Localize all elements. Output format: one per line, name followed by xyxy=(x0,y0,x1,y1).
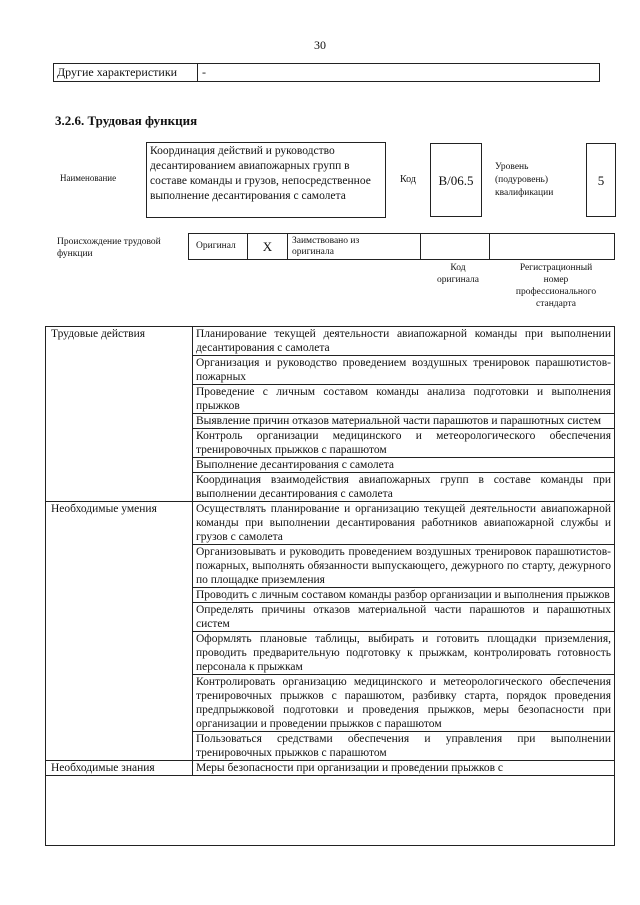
level-label-line-2: (подуровень) xyxy=(495,175,549,185)
qualification-level-box: 5 xyxy=(586,143,616,217)
labor-actions-item: Выполнение десантирования с самолета xyxy=(193,458,615,473)
origin-original-label: Оригинал xyxy=(189,234,248,259)
required-knowledge-item: Меры безопасности при организации и проведении прыжков с xyxy=(193,761,615,776)
labor-function-table xyxy=(45,326,615,846)
required-skills-item: Пользоваться средствами обеспечения и управления при выполнении тренировочных прыжков с парашютом xyxy=(193,732,615,761)
function-name-box: Координация действий и руководство десантированием авиапожарных групп в составе команды и грузов, непосредственное выполнение десантирования с самолета xyxy=(146,142,386,218)
level-label-line-3: квалификации xyxy=(495,188,554,198)
labor-actions-item: Организация и руководство проведением воздушных тренировок парашютистов-пожарных xyxy=(193,356,615,385)
qualification-level-label xyxy=(495,161,553,200)
reg-caption-line-2: номер xyxy=(543,275,569,285)
original-code-caption-line-2: оригинала xyxy=(437,275,479,285)
section-heading: 3.2.6. Трудовая функция xyxy=(55,113,198,128)
registration-number-caption xyxy=(495,262,617,310)
origin-original-mark: X xyxy=(248,234,288,259)
labor-actions-item: Проведение с личным составом команды анализа подготовки и выполнения прыжков xyxy=(193,385,615,414)
origin-borrowed-line-1: Заимствовано из xyxy=(292,236,360,246)
original-code-caption-line-1: Код xyxy=(450,263,466,273)
required-skills-item: Проводить с личным составом команды разбор организации и выполнения прыжков xyxy=(193,588,615,603)
required-skills-item: Осуществлять планирование и организацию текущей деятельности авиапожарной команды при выполнении десантирования работников авиапожарной службы и грузов с самолета xyxy=(193,502,615,545)
required-skills-label: Необходимые умения xyxy=(46,502,193,761)
required-knowledge-row xyxy=(46,761,614,776)
reg-caption-line-4: стандарта xyxy=(536,299,576,309)
other-characteristics-row xyxy=(53,63,600,82)
reg-caption-line-3: профессионального xyxy=(515,287,597,297)
origin-label xyxy=(57,236,161,260)
other-characteristics-value: - xyxy=(202,65,206,79)
required-knowledge-label: Необходимые знания xyxy=(46,761,193,776)
name-label: Наименование xyxy=(60,173,117,183)
reg-caption-line-1: Регистрационный xyxy=(519,263,593,273)
required-skills-item: Контролировать организацию медицинского и метеорологического обеспечения тренировочных прыжков с парашютом, разбивку старта, порядок проведения предпрыжковой подготовки и проведения прыжков, меры безопасности при организации и проведении прыжков с парашютом xyxy=(193,675,615,732)
original-code-caption xyxy=(425,262,491,286)
origin-code-cell xyxy=(421,234,490,259)
required-skills-row xyxy=(46,502,614,545)
labor-actions-label: Трудовые действия xyxy=(46,327,193,502)
required-skills-item: Организовывать и руководить проведением воздушных тренировок парашютистов-пожарных, выполнять обязанности выпускающего, дежурного по старту, дежурного по площадке приземления xyxy=(193,545,615,588)
origin-borrowed-line-2: оригинала xyxy=(292,247,334,257)
labor-actions-item: Координация взаимодействия авиапожарных групп в составе команды при выполнении десантирования с самолета xyxy=(193,473,615,502)
required-skills-item: Определять причины отказов материальной части парашютов и парашютных систем xyxy=(193,603,615,632)
required-skills-item: Оформлять плановые таблицы, выбирать и готовить площадки приземления, проводить предварительную подготовку к прыжкам, контролировать готовность персонала к прыжкам xyxy=(193,632,615,675)
origin-borrowed-label xyxy=(288,234,421,259)
function-code-box: В/06.5 xyxy=(430,143,482,217)
page-number: 30 xyxy=(314,38,326,52)
origin-table xyxy=(188,233,615,260)
labor-actions-item: Выявление причин отказов материальной части парашютов и парашютных систем xyxy=(193,414,615,429)
origin-label-line-2: функции xyxy=(57,249,93,259)
code-label: Код xyxy=(400,174,416,185)
labor-actions-item: Планирование текущей деятельности авиапожарной команды при выполнении десантирования с самолета xyxy=(193,327,615,356)
labor-actions-item: Контроль организации медицинского и метеорологического обеспечения тренировочных прыжков с парашютом xyxy=(193,429,615,458)
labor-actions-row xyxy=(46,327,614,356)
origin-label-line-1: Происхождение трудовой xyxy=(57,237,161,247)
origin-reg-number-cell xyxy=(490,234,614,259)
other-characteristics-label: Другие характеристики xyxy=(54,64,198,81)
level-label-line-1: Уровень xyxy=(495,162,529,172)
